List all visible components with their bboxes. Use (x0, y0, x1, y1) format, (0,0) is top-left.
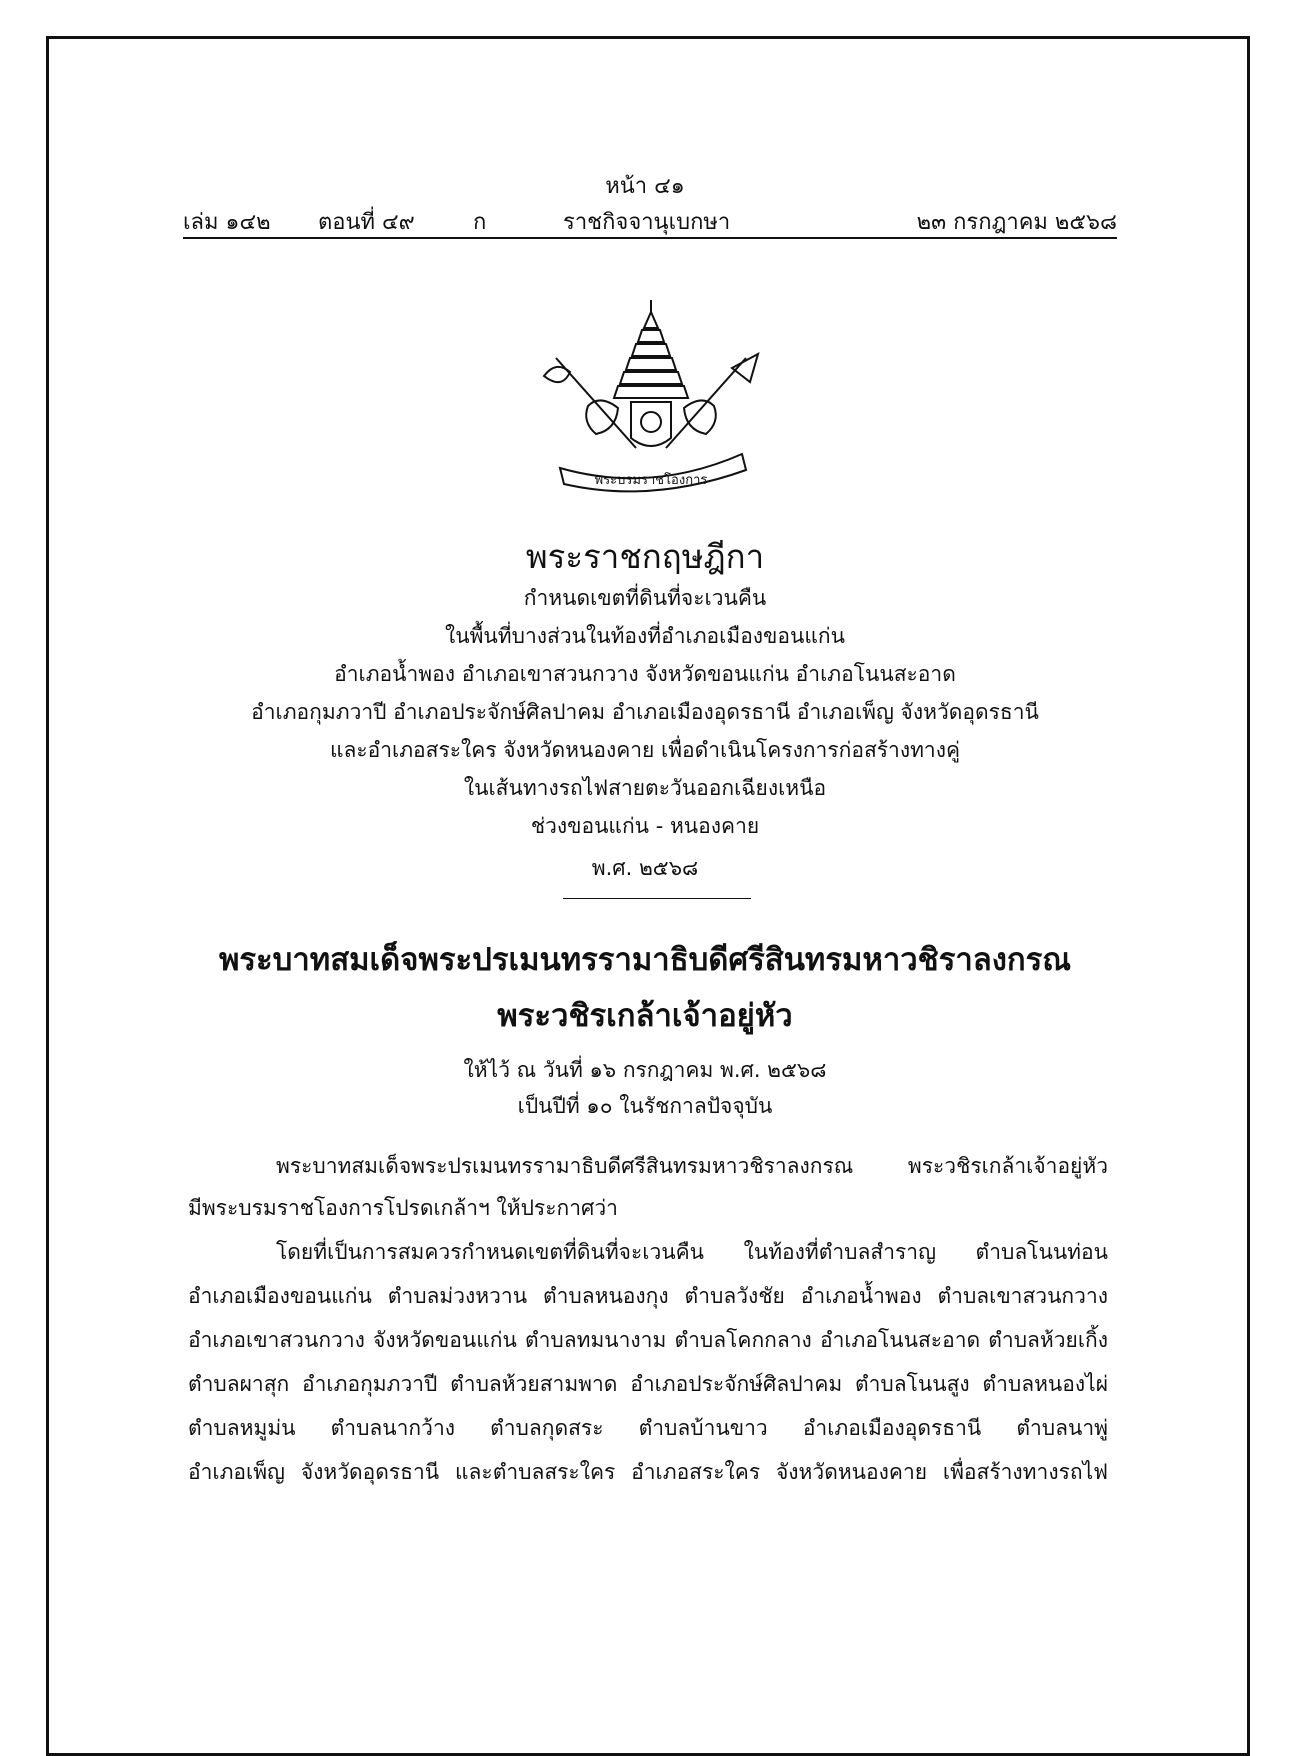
body-paragraph-line: อำเภอเมืองขอนแก่น ตำบลม่วงหวาน ตำบลหนองกุง ตำบลวังชัย อำเภอน้ำพอง ตำบลเขาสวนกวาง (188, 1284, 1108, 1308)
page-number: หน้า ๔๑ (605, 174, 685, 199)
section-number: ตอนที่ ๔๙ (318, 210, 415, 235)
body-paragraph-line: พระบาทสมเด็จพระปรเมนทรรามาธิบดีศรีสินทรมหาวชิราลงกรณ พระวชิรเกล้าเจ้าอยู่หัว (276, 1154, 1108, 1178)
body-paragraph-line: ตำบลผาสุก อำเภอกุมภวาปี ตำบลห้วยสามพาด อำเภอประจักษ์ศิลปาคม ตำบลโนนสูง ตำบลหนองไผ่ (188, 1372, 1108, 1396)
gazette-header (183, 204, 1117, 236)
section-letter: ก (473, 210, 487, 235)
reign-year: เป็นปีที่ ๑๐ ในรัชกาลปัจจุบัน (517, 1094, 773, 1118)
decree-subtitle-line: อำเภอกุมภวาปี อำเภอประจักษ์ศิลปาคม อำเภอเมืองอุดรธานี อำเภอเพ็ญ จังหวัดอุดรธานี (251, 700, 1039, 724)
header-divider (183, 237, 1117, 239)
decree-subtitle-line: ช่วงขอนแก่น - หนองคาย (530, 814, 760, 838)
decree-subtitle-line: อำเภอน้ำพอง อำเภอเขาสวนกวาง จังหวัดขอนแก่น อำเภอโนนสะอาด (334, 662, 956, 686)
decree-year: พ.ศ. ๒๕๖๘ (591, 856, 699, 880)
decree-subtitle-line: ในเส้นทางรถไฟสายตะวันออกเฉียงเหนือ (463, 776, 827, 800)
decree-subtitle-line: ในพื้นที่บางส่วนในท้องที่อำเภอเมืองขอนแก่น (444, 624, 845, 648)
decree-title: พระราชกฤษฎีกา (525, 537, 765, 576)
publication-date: ๒๓ กรกฎาคม ๒๕๖๘ (916, 210, 1117, 235)
page-border (46, 36, 1250, 1756)
body-paragraph-line: อำเภอเขาสวนกวาง จังหวัดขอนแก่น ตำบลทมนางาม ตำบลโคกกลาง อำเภอโนนสะอาด ตำบลห้วยเกิ้ง (188, 1328, 1108, 1352)
volume-number: เล่ม ๑๔๒ (183, 210, 271, 235)
body-paragraph-line: อำเภอเพ็ญ จังหวัดอุดรธานี และตำบลสระใคร อำเภอสระใคร จังหวัดหนองคาย เพื่อสร้างทางรถไฟ (188, 1460, 1108, 1484)
royal-seal-icon (536, 298, 766, 498)
seal-ribbon-text: พระบรมราชโองการ (594, 473, 708, 488)
publication-name: ราชกิจจานุเบกษา (563, 210, 731, 235)
decree-subtitle-line: และอำเภอสระใคร จังหวัดหนองคาย เพื่อดำเนินโครงการก่อสร้างทางคู่ (329, 738, 961, 762)
decree-subtitle-line: กำหนดเขตที่ดินที่จะเวนคืน (523, 586, 767, 610)
body-paragraph-line: โดยที่เป็นการสมควรกำหนดเขตที่ดินที่จะเวนคืน ในท้องที่ตำบลสำราญ ตำบลโนนท่อน (276, 1240, 1108, 1264)
given-on-date: ให้ไว้ ณ วันที่ ๑๖ กรกฎาคม พ.ศ. ๒๕๖๘ (463, 1058, 827, 1082)
king-name-line2: พระวชิรเกล้าเจ้าอยู่หัว (497, 998, 793, 1034)
body-paragraph-line: ตำบลหมูม่น ตำบลนากว้าง ตำบลกุดสระ ตำบลบ้านขาว อำเภอเมืองอุดรธานี ตำบลนาพู่ (188, 1416, 1108, 1440)
body-paragraph-line: มีพระบรมราชโองการโปรดเกล้าฯ ให้ประกาศว่า (188, 1196, 618, 1220)
king-name-line1: พระบาทสมเด็จพระปรเมนทรรามาธิบดีศรีสินทรมหาวชิราลงกรณ (218, 942, 1072, 978)
title-divider (563, 898, 751, 899)
